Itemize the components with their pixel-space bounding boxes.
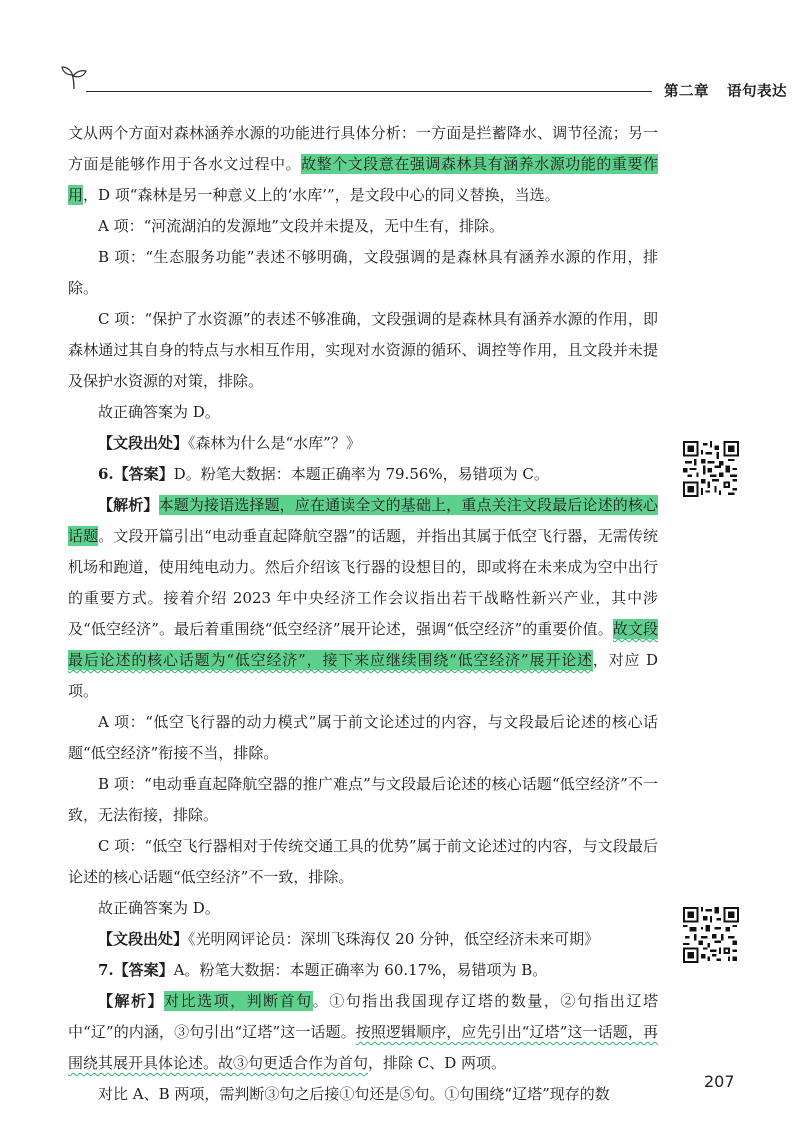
text-segment-plain: A 项：“低空飞行器的动力模式”属于前文论述过的内容，与文段最后论述的核心话题“低空经济”衔接不当，排除。 [68,713,658,762]
text-segment-hl: 本题为接语选择题，应在通读全文的基础上，重点关注文段最后论述的核心话题 [68,496,658,545]
qr-code-icon [683,441,739,497]
page-number: 207 [704,1072,735,1091]
text-segment-plain: 文从两个方面对森林涵养水源的功能进行具体分析：一方面是拦蓄降水、调节径流；另一方面是能够作用于各水文过程中。 [68,124,658,173]
text-segment-bold: 【文段出处】 [98,434,189,452]
text-segment-plain: ，D 项“森林是另一种意义上的‘水库’”，是文段中心的同义替换，当选。 [83,186,560,204]
text-segment-plain: A。粉笔大数据：本题正确率为 60.17%，易错项为 B。 [173,961,548,979]
text-segment-plain: C 项：“保护了水资源”的表述不够准确，文段强调的是森林具有涵养水源的作用，即森林通过其自身的特点与水相互作用，实现对水资源的循环、调控等作用，且文段并未提及保护水资源的对策，排除。 [68,310,658,390]
qr-code-question-7[interactable] [683,907,739,963]
text-segment-plain: D。粉笔大数据：本题正确率为 79.56%，易错项为 C。 [173,465,549,483]
text-segment-wavy: 按照逻辑顺序，应先引出“辽塔”这一话题，再围绕其展开具体论述。故③句更适合作为首句 [68,1023,658,1072]
paragraph-p8 [68,490,658,707]
text-segment-plain: A 项：“河流湖泊的发源地”文段并未提及，无中生有，排除。 [98,217,504,235]
paragraph-p13 [68,924,658,955]
text-segment-plain: 故正确答案为 D。 [98,403,220,421]
paragraph-p11 [68,831,658,893]
paragraph-p2 [68,211,658,242]
paragraph-p16 [68,1079,658,1110]
text-segment-plain: 《森林为什么是“水库”？》 [188,434,361,452]
text-segment-plain: 对比 A、B 两项，需判断③句之后接①句还是⑤句。①句围绕“辽塔”现存的数 [98,1085,610,1103]
text-segment-hlw: 故文段最后论述的核心话题为“低空经济”，接下来应继续围绕“低空经济”展开论述 [68,620,658,669]
text-segment-plain: 。①句指出我国现存辽塔的数量，②句指出辽塔中“辽”的内涵，③句引出“辽塔”这一话题。 [68,992,658,1041]
text-segment-bold: 6.【答案】 [98,465,174,483]
text-segment-hl: 故整个文段意在强调森林具有涵养水源功能的重要作用 [68,155,658,204]
paragraph-p4 [68,304,658,397]
text-segment-plain: ，对应 D 项。 [68,651,658,700]
paragraph-p10 [68,769,658,831]
paragraph-p3 [68,242,658,304]
text-segment-plain: 故正确答案为 D。 [98,899,220,917]
text-segment-bold: 【解析】 [98,992,165,1010]
header-rule [86,91,652,92]
chapter-section: 语句表达 [727,84,787,100]
text-segment-plain: C 项：“低空飞行器相对于传统交通工具的优势”属于前文论述过的内容，与文段最后论述的核心话题“低空经济”不一致，排除。 [68,837,658,886]
paragraph-p6 [68,428,658,459]
text-segment-hl: 对比选项，判断首句 [164,992,313,1010]
main-text [68,118,658,1110]
sprout-icon [60,64,88,90]
qr-code-icon [683,907,739,963]
text-segment-plain: B 项：“生态服务功能”表述不够明确，文段强调的是森林具有涵养水源的作用，排除。 [68,248,658,297]
text-segment-plain: 《光明网评论员：深圳飞珠海仅 20 分钟，低空经济未来可期》 [188,930,600,948]
paragraph-p5 [68,397,658,428]
text-segment-bold: 7.【答案】 [98,961,174,979]
text-segment-bold: 【文段出处】 [98,930,189,948]
paragraph-p1 [68,118,658,211]
chapter-title [664,80,787,101]
text-segment-plain: ，排除 C、D 两项。 [368,1054,507,1072]
text-segment-plain: B 项：“电动垂直起降航空器的推广难点”与文段最后论述的核心话题“低空经济”不一致，无法衔接，排除。 [68,775,658,824]
paragraph-p7 [68,459,658,490]
paragraph-p12 [68,893,658,924]
qr-code-question-6[interactable] [683,441,739,497]
paragraph-p9 [68,707,658,769]
paragraph-p14 [68,955,658,986]
text-segment-bold: 【解析】 [98,496,159,514]
text-segment-plain: 。文段开篇引出“电动垂直起降航空器”的话题，并指出其属于低空飞行器，无需传统机场和跑道，使用纯电动力。然后介绍该飞行器的设想目的，即或将在未来成为空中出行的重要方式。接着介绍 2023 年中央经济工作会议指出若干战略性新兴产业，其中涉及“低空经济”。最后着重围绕“低空经济”展开论述，强调“低空经济”的重要价值。 [68,527,658,638]
paragraph-p15 [68,986,658,1079]
page-header [58,64,787,100]
chapter-number: 第二章 [664,84,709,100]
